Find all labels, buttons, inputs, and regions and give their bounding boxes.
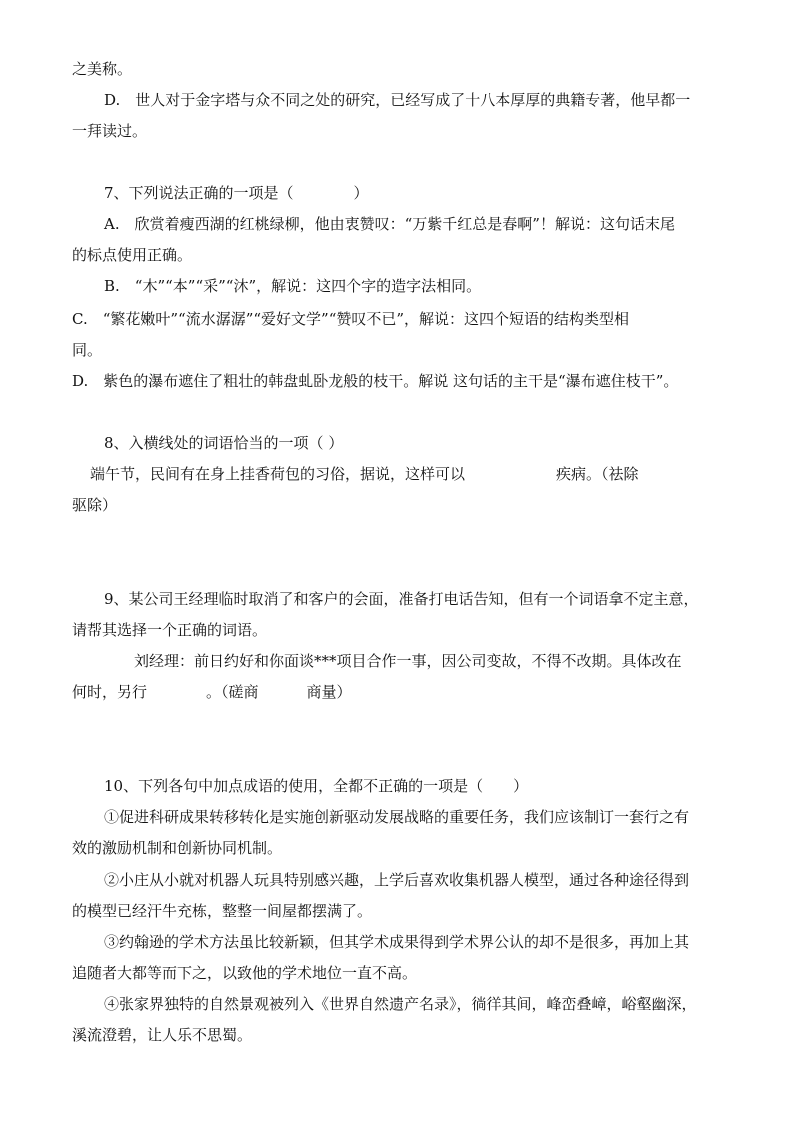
question-7-stem: 7、下列说法正确的一项是（ ） bbox=[104, 184, 369, 202]
text-line bbox=[72, 682, 352, 702]
sentence-part: 商量） bbox=[306, 683, 352, 701]
text-line bbox=[90, 464, 639, 484]
sentence-part: 疾病。（祛除 bbox=[556, 465, 639, 483]
text-line: 效的激励机制和创新协同机制。 bbox=[72, 839, 283, 857]
sentence-2: ②小庄从小就对机器人玩具特别感兴趣，上学后喜欢收集机器人模型，通过各种途径得到 bbox=[104, 871, 690, 889]
sentence-part: 。（磋商 bbox=[206, 683, 259, 701]
question-9-stem: 9、某公司王经理临时取消了和客户的会面，准备打电话告知，但有一个词语拿不定主意， bbox=[104, 590, 699, 608]
text-line: 请帮其选择一个正确的词语。 bbox=[72, 621, 268, 639]
text-line: 溪流澄碧，让人乐不思蜀。 bbox=[72, 1026, 253, 1044]
sentence-part: 端午节，民间有在身上挂香荷包的习俗，据说，这样可以 bbox=[90, 465, 466, 483]
sentence-part: 何时，另行 bbox=[72, 683, 148, 701]
text-line: 同。 bbox=[72, 341, 103, 359]
text-line: 刘经理：前日约好和你面谈***项目合作一事，因公司变故，不得不改期。具体改在 bbox=[134, 652, 682, 670]
option-d: D. 世人对于金字塔与众不同之处的研究，已经写成了十八本厚厚的典籍专著，他早都一 bbox=[104, 91, 691, 109]
option-b: B. “木”“本”“采”“沐”，解说：这四个字的造字法相同。 bbox=[104, 277, 482, 295]
sentence-4: ④张家界独特的自然景观被列入《世界自然遗产名录》，徜徉其间，峰峦叠嶂，峪壑幽深， bbox=[104, 995, 697, 1013]
sentence-1: ①促进科研成果转移转化是实施创新驱动发展战略的重要任务，我们应该制订一套行之有 bbox=[104, 808, 690, 826]
option-c: C. “繁花嫩叶”“流水潺潺”“爱好文学”“赞叹不已”，解说：这四个短语的结构类型相 bbox=[72, 310, 630, 328]
sentence-3: ③约翰逊的学术方法虽比较新颖，但其学术成果得到学术界公认的却不是很多，再加上其 bbox=[104, 933, 690, 951]
text-line: 的标点使用正确。 bbox=[72, 246, 193, 264]
text-line: 驱除） bbox=[72, 496, 118, 514]
option-d: D. 紫色的瀑布遮住了粗壮的韩盘虬卧龙般的枝干。解说 这句话的主干是“瀑布遮住枝干”。 bbox=[72, 372, 679, 390]
option-a: A. 欣赏着瘦西湖的红桃绿柳，他由衷赞叹：“万紫千红总是春啊”！解说：这句话末尾 bbox=[104, 215, 675, 233]
text-line: 一拜读过。 bbox=[72, 122, 148, 140]
text-line: 的模型已经汗牛充栋，整整一间屋都摆满了。 bbox=[72, 902, 373, 920]
question-10-stem: 10、下列各句中加点成语的使用，全都不正确的一项是（ ） bbox=[104, 777, 529, 795]
text-line: 之美称。 bbox=[72, 60, 133, 78]
text-line: 追随者大都等而下之，以致他的学术地位一直不高。 bbox=[72, 964, 418, 982]
question-8-stem: 8、入横线处的词语恰当的一项（ ） bbox=[104, 434, 344, 452]
